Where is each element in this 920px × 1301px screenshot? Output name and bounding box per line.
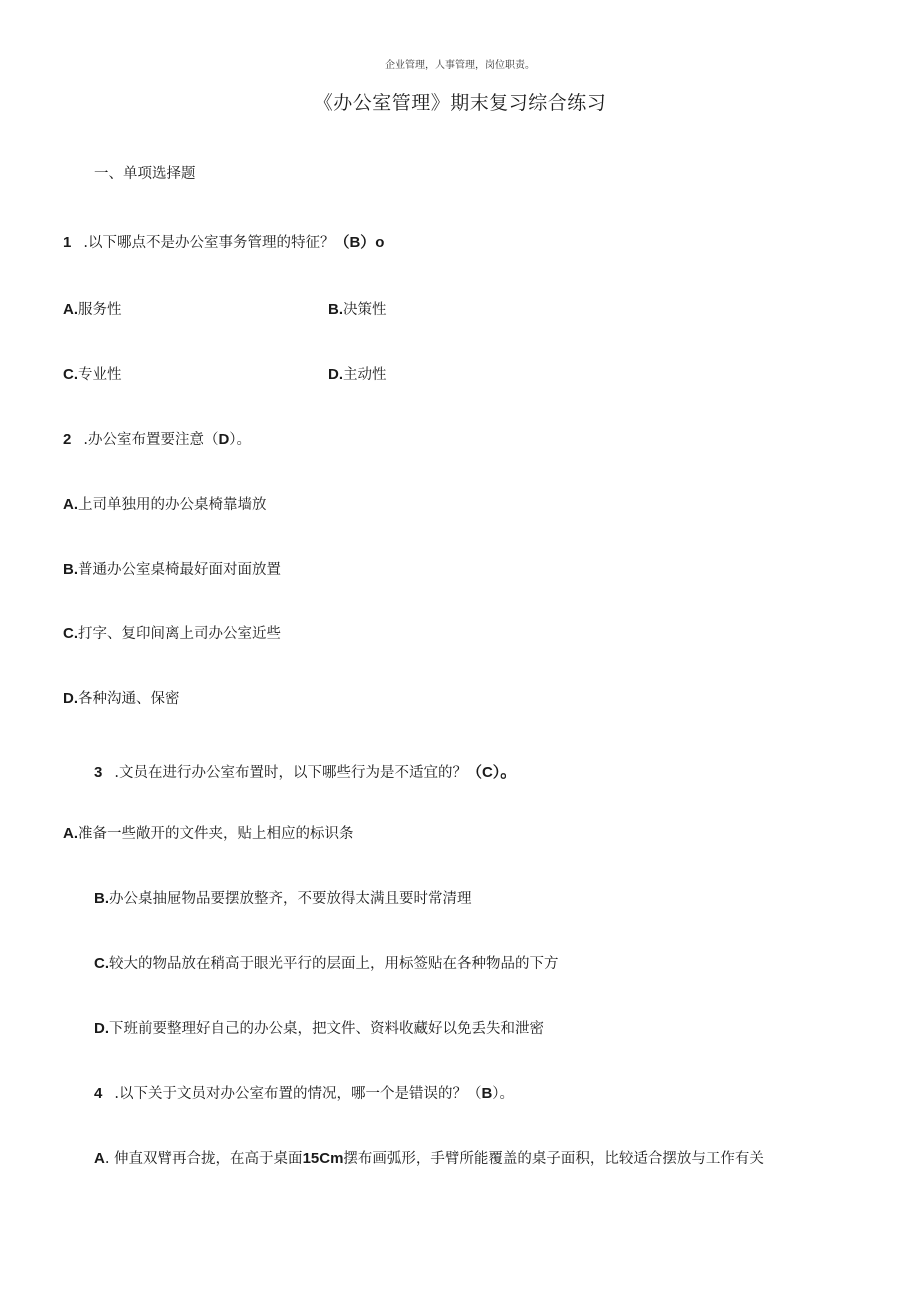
- option-text: 办公桌抽屉物品要摆放整齐，不要放得太满且要时常清理: [109, 891, 472, 907]
- option-label: C.: [94, 955, 109, 972]
- option-text: 决策性: [343, 302, 387, 318]
- option-text: 服务性: [78, 302, 122, 318]
- document-title: 《办公室管理》期末复习综合练习: [313, 92, 607, 114]
- question-answer: D: [218, 431, 230, 448]
- option-b: [63, 558, 281, 579]
- header-note: 企业管理，人事管理，岗位职责。: [385, 60, 535, 71]
- option-text: 各种沟通、保密: [78, 691, 180, 707]
- option-label: A.: [63, 496, 78, 513]
- question-tail: ）。: [229, 432, 252, 448]
- option-d: [63, 687, 180, 708]
- option-label: D.: [94, 1020, 109, 1037]
- option-label: C.: [63, 366, 78, 383]
- question-tail: 。: [500, 762, 518, 781]
- option-label: B.: [328, 301, 343, 318]
- question-1: [63, 231, 384, 252]
- option-label: D.: [328, 366, 343, 383]
- option-d: [94, 1017, 544, 1038]
- question-number: 3: [94, 764, 103, 781]
- option-label: C.: [63, 625, 78, 642]
- question-text: .以下关于文员对办公室布置的情况，哪一个是错误的？（: [114, 1086, 482, 1102]
- option-a: [63, 493, 267, 514]
- question-2: [63, 428, 251, 449]
- option-label: B.: [94, 890, 109, 907]
- option-label: A.: [63, 301, 78, 318]
- question-answer: B: [481, 1085, 493, 1102]
- option-label: A.: [63, 825, 78, 842]
- question-answer: （B）o: [334, 234, 385, 251]
- option-text: 打字、复印间离上司办公室近些: [78, 626, 281, 642]
- option-text: 专业性: [78, 367, 122, 383]
- option-c: [63, 363, 122, 384]
- option-text: 准备一些敞开的文件夹，贴上相应的标识条: [78, 826, 354, 842]
- option-text: 普通办公室桌椅最好面对面放置: [78, 562, 281, 578]
- question-number: 1: [63, 234, 72, 251]
- option-text: 主动性: [343, 367, 387, 383]
- question-4: [94, 1082, 514, 1103]
- option-text: 上司单独用的办公桌椅靠墙放: [78, 497, 267, 513]
- option-label: D.: [63, 690, 78, 707]
- option-label: A: [94, 1150, 105, 1167]
- option-text-continued: 摆布画弧形，手臂所能覆盖的桌子面积，比较适合摆放与工作有关: [343, 1151, 764, 1167]
- option-text: 较大的物品放在稍高于眼光平行的层面上，用标签贴在各种物品的下方: [109, 956, 559, 972]
- option-label: B.: [63, 561, 78, 578]
- question-tail: ）。: [492, 1086, 515, 1102]
- option-measure: 15Cm: [302, 1150, 344, 1167]
- question-number: 2: [63, 431, 72, 448]
- option-d: [328, 363, 387, 384]
- option-a: [63, 822, 354, 843]
- question-text: .文员在进行办公室布置时，以下哪些行为是不适宜的？: [114, 765, 467, 781]
- question-answer: （C）: [466, 764, 501, 781]
- question-number: 4: [94, 1085, 103, 1102]
- option-a: [94, 1147, 764, 1168]
- option-c: [63, 622, 281, 643]
- option-b: [94, 887, 472, 908]
- option-a: [63, 298, 122, 319]
- question-text: .以下哪点不是办公室事务管理的特征？: [83, 235, 335, 251]
- question-text: .办公室布置要注意（: [83, 432, 219, 448]
- question-3: [94, 757, 517, 782]
- option-c: [94, 952, 559, 973]
- option-text: . 伸直双臂再合拢，在高于桌面: [104, 1151, 303, 1167]
- section-heading: 一、单项选择题: [94, 166, 196, 182]
- option-b: [328, 298, 387, 319]
- option-text: 下班前要整理好自己的办公桌，把文件、资料收藏好以免丢失和泄密: [109, 1021, 544, 1037]
